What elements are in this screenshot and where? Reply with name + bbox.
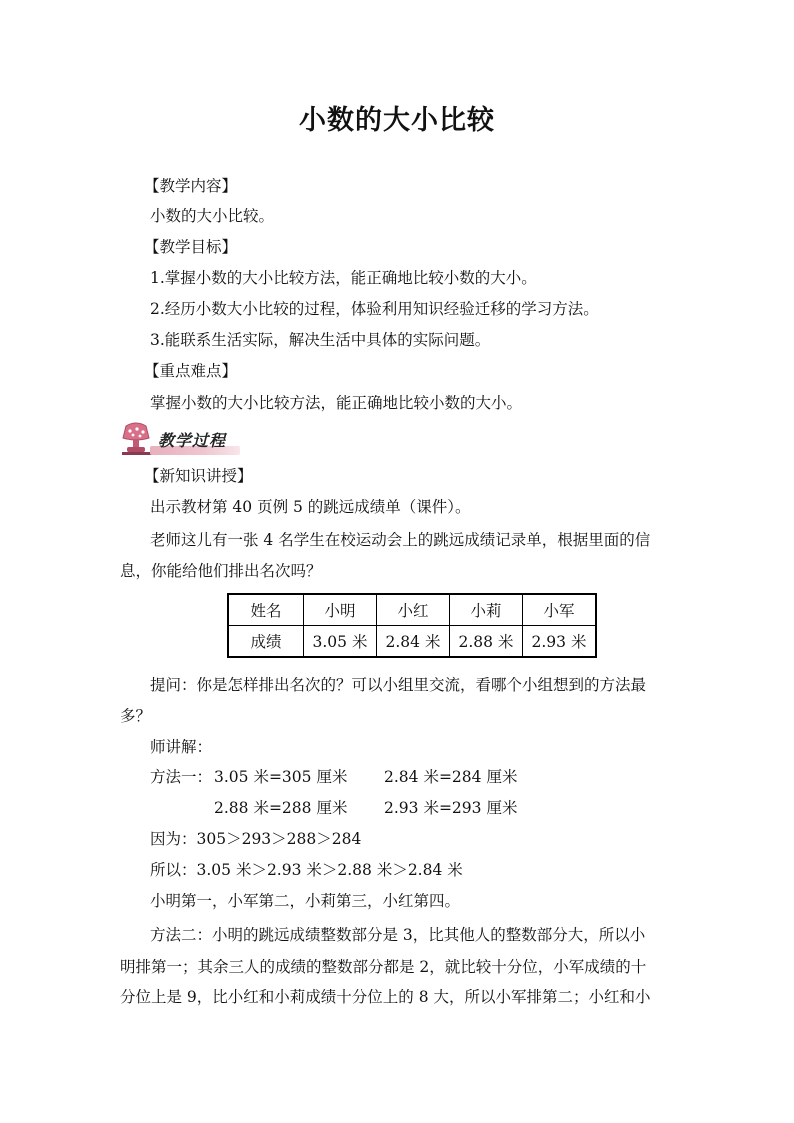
banner-title: 教学过程 (158, 431, 227, 450)
content-text: 小数的大小比较。 (150, 207, 275, 225)
page-title: 小数的大小比较 (299, 105, 495, 136)
table-cell: 小明 (304, 594, 377, 626)
table-cell: 姓名 (228, 594, 304, 626)
table-row (228, 626, 596, 658)
intro-text-2a: 老师这儿有一张 4 名学生在校运动会上的跳远成绩记录单，根据里面的信 (150, 531, 651, 549)
table-header-row (228, 594, 596, 626)
intro-text-2b: 息，你能给他们排出名次吗？ (120, 562, 322, 580)
table-cell: 小莉 (450, 594, 523, 626)
table-cell: 2.88 米 (450, 626, 523, 658)
table-cell: 3.05 米 (304, 626, 377, 658)
goal-item-1: 1.掌握小数的大小比较方法，能正确地比较小数的大小。 (150, 269, 537, 287)
teacher-label: 师讲解： (150, 738, 213, 756)
method1-conversion-4: 2.93 米=293 厘米 (384, 799, 518, 817)
table-cell: 小军 (523, 594, 597, 626)
key-text: 掌握小数的大小比较方法，能正确地比较小数的大小。 (150, 394, 523, 412)
method1-label: 方法一： (150, 768, 213, 786)
method2-text-b: 明排第一；其余三人的成绩的整数部分都是 2，就比较十分位，小军成绩的十 (120, 958, 647, 976)
method1-conversion-2: 2.84 米=284 厘米 (384, 768, 518, 786)
ranking-text: 小明第一，小军第二，小莉第三，小红第四。 (150, 892, 461, 910)
question-text-b: 多？ (120, 707, 152, 725)
so-text: 所以：3.05 米＞2.93 米＞2.88 米＞2.84 米 (150, 861, 463, 879)
method1-conversion-3: 2.88 米=288 厘米 (214, 799, 348, 817)
table-cell: 成绩 (228, 626, 304, 658)
lamp-icon (118, 422, 154, 456)
scores-table (227, 593, 597, 658)
table-cell: 小红 (377, 594, 450, 626)
because-text: 因为：305＞293＞288＞284 (150, 830, 362, 848)
section-heading-new: 【新知识讲授】 (144, 467, 253, 485)
method1-conversion-1: 3.05 米=305 厘米 (214, 768, 348, 786)
question-text-a: 提问：你是怎样排出名次的？可以小组里交流，看哪个小组想到的方法最 (150, 676, 647, 694)
goal-item-3: 3.能联系生活实际，解决生活中具体的实际问题。 (150, 331, 491, 349)
section-heading-key: 【重点难点】 (144, 362, 238, 380)
table-cell: 2.84 米 (377, 626, 450, 658)
table-cell: 2.93 米 (523, 626, 597, 658)
section-heading-goals: 【教学目标】 (144, 238, 238, 256)
goal-item-2: 2.经历小数大小比较的过程，体验利用知识经验迁移的学习方法。 (150, 300, 599, 318)
method2-text-a: 方法二：小明的跳远成绩整数部分是 3，比其他人的整数部分大，所以小 (150, 926, 646, 944)
method2-text-c: 分位上是 9，比小红和小莉成绩十分位上的 8 大，所以小军排第二；小红和小 (120, 988, 651, 1006)
intro-text-1: 出示教材第 40 页例 5 的跳远成绩单（课件）。 (150, 498, 471, 516)
section-heading-content: 【教学内容】 (144, 177, 238, 195)
